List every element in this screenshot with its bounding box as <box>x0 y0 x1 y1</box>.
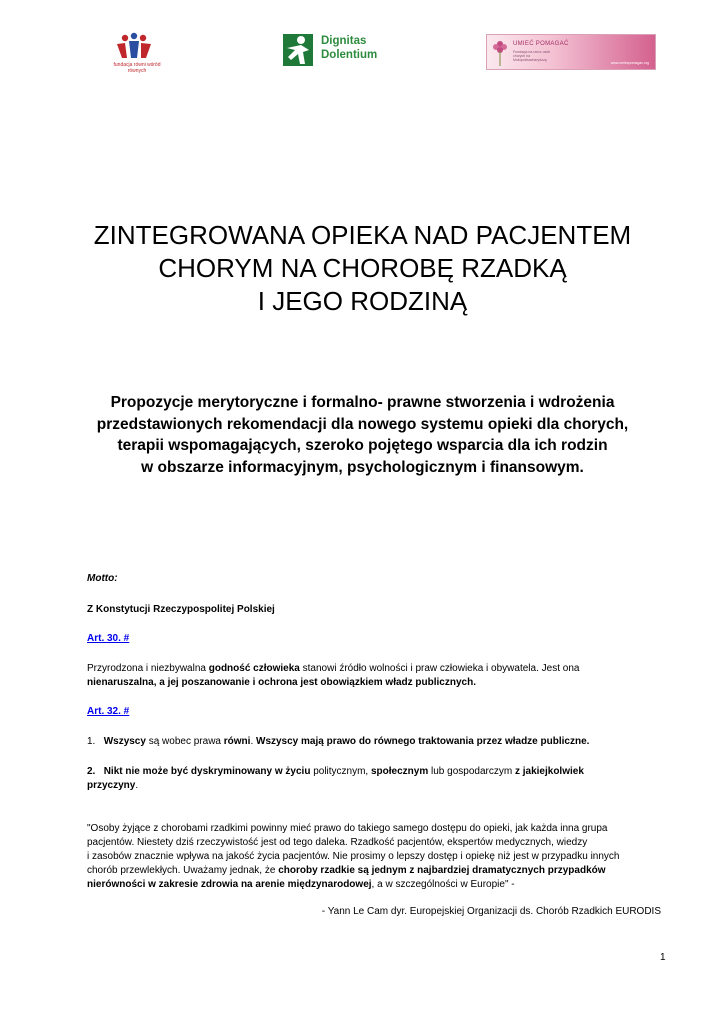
art32-item-2 <box>87 765 667 793</box>
dignitas-text <box>321 34 377 62</box>
art32-item-1 <box>87 735 667 749</box>
logos-header <box>0 28 725 78</box>
art30-text: Przyrodzona i niezbywalna <box>87 663 209 674</box>
people-logo-icon <box>103 32 165 64</box>
art32-link[interactable]: Art. 32. # <box>87 706 130 717</box>
umiec-pomagac-logo <box>486 34 656 70</box>
item-bold: z jakiejkolwiek <box>514 766 584 777</box>
quote-bold: nierówności w zakresie zdrowia na arenie międzynarodowej <box>87 879 372 890</box>
item-text: . <box>250 736 256 747</box>
dignitas-line1: Dignitas <box>321 35 367 47</box>
motto-label: Motto: <box>87 573 118 584</box>
logo3-title: UMIEĆ POMAGAĆ <box>513 41 569 47</box>
quote-line: pacjentów. Niestety dziś rzeczywistość jest od tego daleka. Rzadkość pacjentów, ekspertów medycznych, wiedzy <box>87 837 588 848</box>
dignitas-logo <box>279 30 389 72</box>
dignitas-line2: Dolentium <box>321 49 378 61</box>
title-line: I JEGO RODZINĄ <box>257 286 468 316</box>
item-bold: Wszyscy mają prawo do równego traktowania przez władze publiczne. <box>256 736 590 747</box>
art30-bold-line: nienaruszalna, a jej poszanowanie i ochrona jest obowiązkiem władz publicznych. <box>87 677 476 688</box>
eurordis-quote <box>87 822 667 892</box>
quote-line: "Osoby żyjące z chorobami rzadkimi powinny mieć prawo do takiego samego dostępu do opieki, jak każda inna grupa <box>87 823 608 834</box>
document-title <box>0 219 725 318</box>
item-number: 1. <box>87 736 96 747</box>
item-text: są wobec prawa <box>145 736 224 747</box>
subtitle-line: terapii wspomagających, szeroko pojętego wsparcia dla ich rodzin <box>117 437 608 454</box>
title-line: ZINTEGROWANA OPIEKA NAD PACJENTEM <box>93 220 632 250</box>
item-text: lub gospodarczym <box>428 766 515 777</box>
item-bold: Nikt nie może być dyskryminowany w życiu <box>103 766 311 777</box>
item-text: . <box>135 780 139 791</box>
subtitle-line: Propozycje merytoryczne i formalno- prawne stworzenia i wdrożenia <box>110 394 615 411</box>
document-subtitle <box>40 392 685 478</box>
title-line: CHORYM NA CHOROBĘ RZADKĄ <box>158 253 567 283</box>
item-bold: równi <box>223 736 251 747</box>
quote-bold: choroby rzadkie są jednym z najbardziej dramatycznych przypadków <box>278 865 606 876</box>
item-bold: społecznym <box>371 766 429 777</box>
art30-link[interactable]: Art. 30. # <box>87 633 130 644</box>
constitution-heading: Z Konstytucji Rzeczypospolitej Polskiej <box>87 604 275 615</box>
art30-bold-dignity: godność człowieka <box>208 663 300 674</box>
art30-text: stanowi źródło wolności i praw człowieka i obywatela. Jest ona <box>299 663 580 674</box>
item-text: politycznym, <box>310 766 371 777</box>
item-number: 2. <box>87 766 96 777</box>
logo3-url: www.umiecpomagac.org <box>610 61 649 65</box>
quote-text: , a w szczególności w Europie" - <box>371 879 515 890</box>
flower-icon <box>489 36 511 68</box>
item-bold: przyczyny <box>87 780 136 791</box>
art30-paragraph <box>87 662 667 690</box>
logo1-text: fundacja równi wśród równych <box>113 62 161 74</box>
quote-text: chorób przewlekłych. Uważamy jednak, że <box>87 865 279 876</box>
page-number: 1 <box>660 952 666 963</box>
quote-line: i zasobów znacznie wpływa na jakość życia pacjentów. Nie prosimy o lepszy dostęp i opiekę niż jest w przypadku innych <box>87 851 620 862</box>
quote-attribution: - Yann Le Cam dyr. Europejskiej Organizacji ds. Chorób Rzadkich EURODIS <box>321 906 661 917</box>
item-bold: Wszyscy <box>103 736 146 747</box>
dignitas-figure-icon <box>279 30 317 70</box>
logo3-subtitle: Fundacja na rzecz osób chorych na Mukopolisacharydozę <box>513 50 551 62</box>
subtitle-line: w obszarze informacyjnym, psychologicznym i finansowym. <box>141 458 584 476</box>
subtitle-line: przedstawionych rekomendacji dla nowego systemu opieki dla chorych, <box>96 415 629 433</box>
fundacja-logo <box>103 32 165 76</box>
